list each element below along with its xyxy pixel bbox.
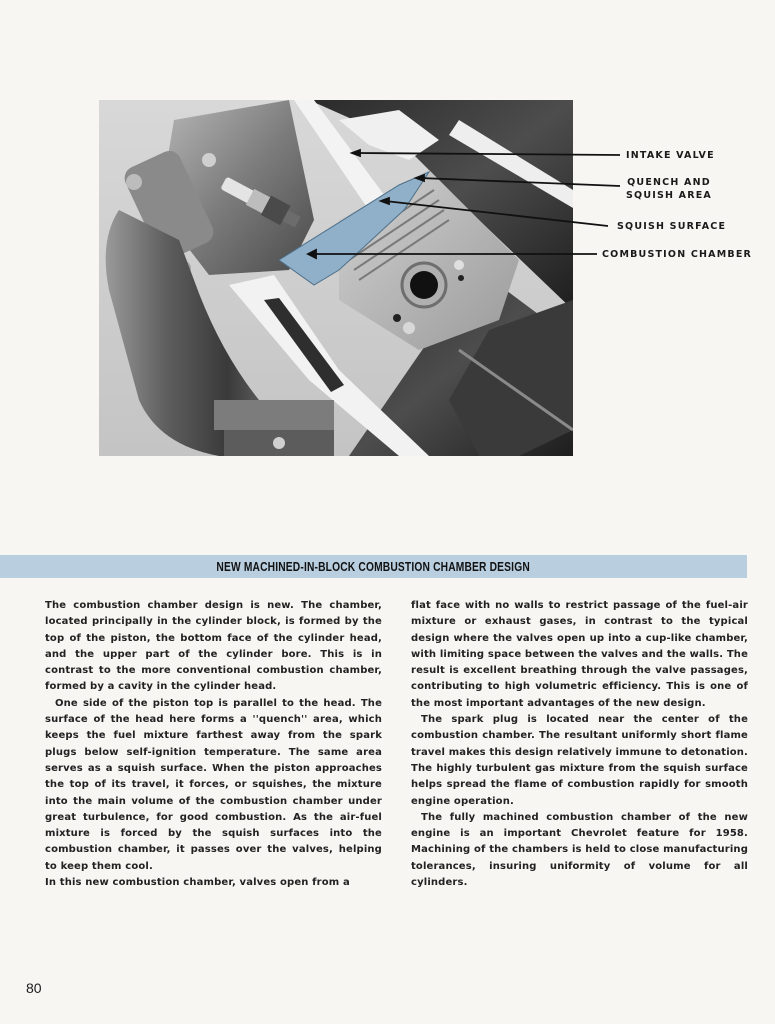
callout-combustion-chamber <box>602 248 752 261</box>
callout-label-line1: QUENCH AND <box>627 177 711 188</box>
paragraph: In this new combustion chamber, valves open from a <box>45 877 350 889</box>
body-column-left <box>45 598 382 891</box>
paragraph: The fully machined combustion chamber of the new engine is an important Chevrolet feature for 1958. Machining of the chambers is held to close manufacturing tolerances, insuring uniformity of volume for all cylinders. <box>411 811 748 889</box>
paragraph: flat face with no walls to restrict passage of the fuel-air mixture or exhaust gases, in contrast to the typical design where the valves open up into a cup-like chamber, with limiting space between the valves and the walls. The result is excellent breathing through the valve passages, contributing to high volumetric efficiency. This is one of the most important advantages of the new design. <box>411 600 748 709</box>
section-title: NEW MACHINED-IN-BLOCK COMBUSTION CHAMBER DESIGN <box>216 559 531 574</box>
callout-label-line2: SQUISH AREA <box>626 190 712 201</box>
callout-label: COMBUSTION CHAMBER <box>602 249 753 260</box>
paragraph: The spark plug is located near the center of the combustion chamber. The resultant uniformly short flame travel makes this design relatively immune to detonation. The highly turbulent gas mixture from the squish surface helps spread the flame of combustion rapidly for smooth engine operation. <box>411 714 749 807</box>
body-column-right <box>411 598 748 891</box>
paragraph: The combustion chamber design is new. The chamber, located principally in the cylinder block, is formed by the top of the piston, the bottom face of the cylinder head, and the upper part of the cylinder bore. This is in contrast to the more conventional combustion chamber, formed by a cavity in the cylinder head. <box>45 600 382 693</box>
engine-cutaway-drawing <box>99 100 573 456</box>
paragraph: One side of the piston top is parallel to the head. The surface of the head here forms a ''quench'' area, which keeps the fuel mixture farthest away from the spark plugs below self-ignition temperature. The same area serves as a squish surface. When the piston approaches the top of its travel, it forces, or squishes, the mixture into the main volume of the combustion chamber under great turbulence, for good combustion. As the air-fuel mixture is forced by the squish surfaces into the combustion chamber, it passes over the valves, helping to keep them cool. <box>45 697 382 872</box>
engine-cutaway-illustration <box>99 100 573 456</box>
callout-quench-squish-area <box>626 176 712 202</box>
callout-label: INTAKE VALVE <box>626 150 715 161</box>
callout-label: SQUISH SURFACE <box>617 221 727 232</box>
callout-intake-valve <box>626 149 715 162</box>
callout-squish-surface <box>617 220 726 233</box>
page-number: 80 <box>26 980 42 996</box>
section-banner <box>0 555 747 578</box>
